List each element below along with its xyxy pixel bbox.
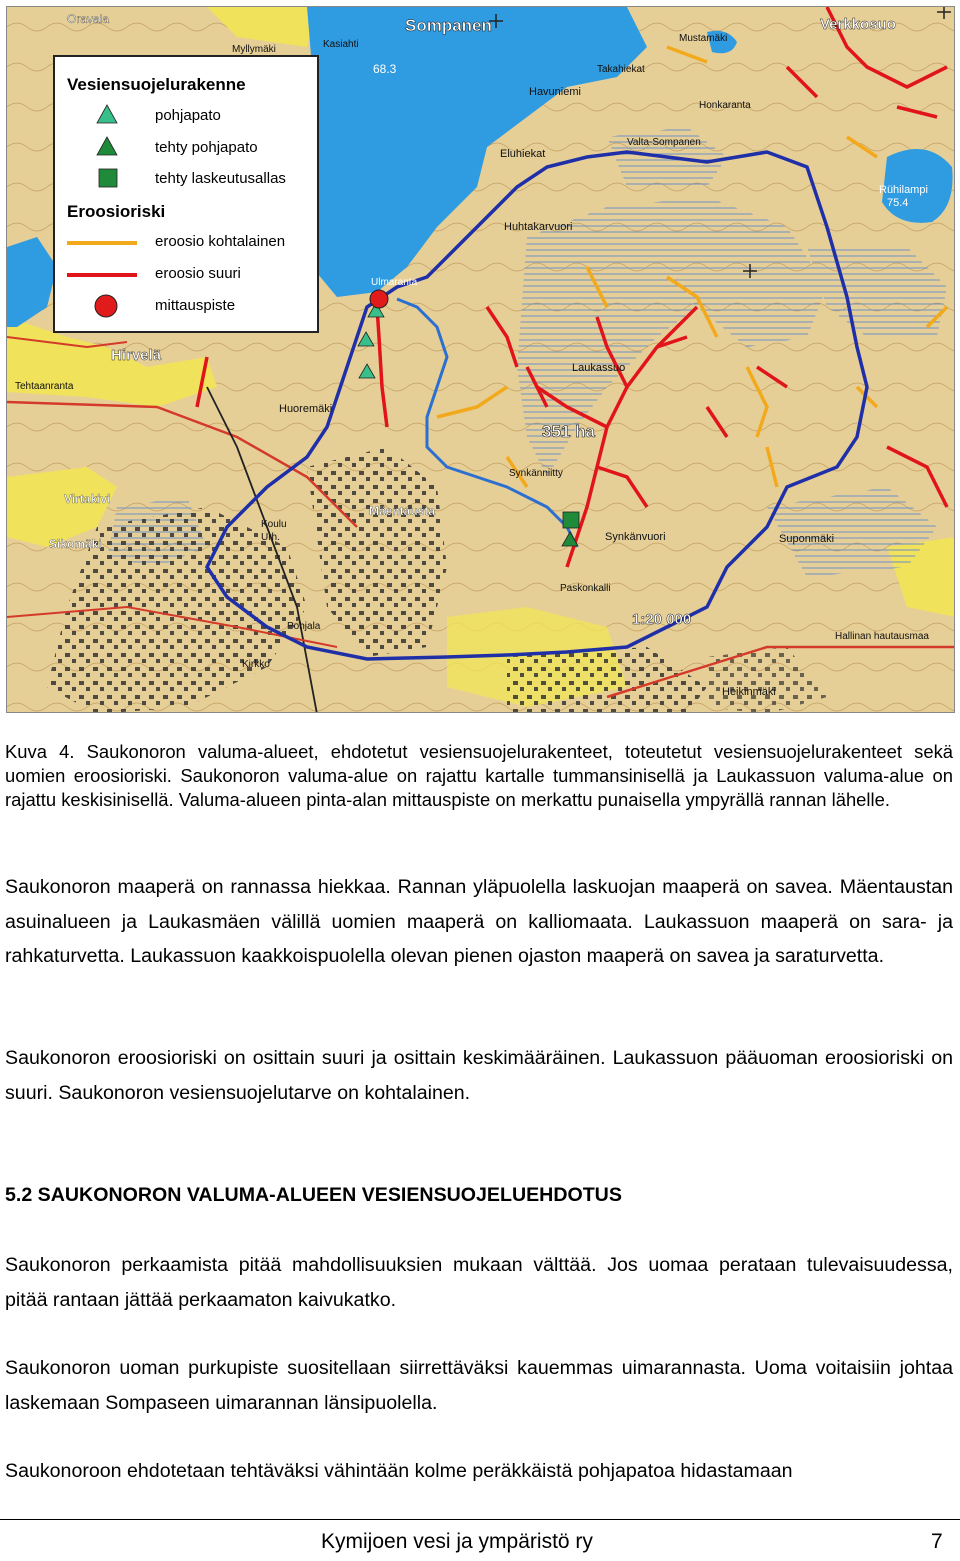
label-huhtakarvuori: Huhtakarvuori — [504, 221, 573, 233]
paragraph-erosion — [5, 1041, 953, 1110]
paragraph-dredging-text: Saukonoron perkaamista pitää mahdollisuuksien mukaan välttää. Jos uomaa perataan tulevaisuudessa, pitää rantaan jättää perkaamaton kaivukatko. — [5, 1254, 953, 1311]
footer-organization: Kymijoen vesi ja ympäristö ry — [321, 1530, 593, 1553]
label-elohiekat: Eluhiekat — [500, 148, 546, 160]
footer-divider — [0, 1519, 960, 1520]
erosion-medium-line-icon — [67, 241, 137, 245]
label-ulmaranta: Ulmaranta — [371, 277, 418, 288]
label-suponmaki: Suponmäki — [779, 533, 835, 545]
label-synkanvuori: Synkänvuori — [605, 531, 666, 543]
measurement-point-icon — [370, 290, 388, 308]
label-scale: 1:20 000 — [632, 611, 692, 628]
erosion-high-line-icon — [67, 273, 137, 277]
pohjapato-icon — [95, 103, 119, 125]
paragraph-soil-text: Saukonoron maaperä on rannassa hiekkaa. Rannan yläpuolella laskuojan maaperä on savea. Mäentaustan asuinalueen ja Laukasmäen välillä uomien maaperä on kalliomaata. Laukassuon maaperä on sara- ja rahkaturvetta. Laukassuon kaakkoispuolella olevan pienen ojaston maaperä on savea ja saraturvetta. — [5, 876, 953, 967]
label-havuniemi: Havuniemi — [529, 86, 581, 98]
paragraph-dams-text: Saukonoroon ehdotetaan tehtäväksi vähintään kolme peräkkäistä pohjapatoa hidastamaan — [5, 1460, 793, 1482]
label-area: 351 ha — [542, 422, 595, 441]
label-maentausta: Mäentausta — [369, 504, 436, 518]
label-oravala: Oravala — [67, 12, 110, 26]
label-sompanen: Sompanen — [405, 16, 492, 35]
label-laukassuo: Laukassuo — [572, 362, 626, 374]
section-heading: 5.2 SAUKONORON VALUMA-ALUEEN VESIENSUOJELUEHDOTUS — [5, 1184, 622, 1206]
label-huoremaki: Huoremäki — [279, 403, 333, 415]
legend-eroosio-kohtalainen: eroosio kohtalainen — [155, 233, 286, 250]
paragraph-erosion-text: Saukonoron eroosioriski on osittain suuri ja osittain keskimääräinen. Laukassuon pääuoman eroosioriski on suuri. Saukonoron vesiensuojelutarve on kohtalainen. — [5, 1047, 953, 1104]
label-kirkko: Kirkko — [242, 659, 270, 670]
label-kasiahti: Kasiahti — [323, 39, 359, 50]
label-virtakivi: Virtakivi — [64, 492, 111, 506]
mittauspiste-icon — [93, 293, 119, 319]
label-pohjala: Pohjala — [287, 621, 321, 632]
figure-caption — [5, 740, 953, 813]
label-urh: Urh. — [261, 532, 280, 543]
label-koulu: Koulu — [261, 519, 287, 530]
label-paskonkalli: Paskonkalli — [560, 583, 611, 594]
label-heikinmaki: Heikinmäki — [722, 686, 776, 698]
label-ruhilampi: Rühilampi — [879, 184, 928, 196]
catchment-map — [6, 6, 955, 713]
label-honkaranta: Honkaranta — [699, 100, 751, 111]
legend-title-erosion: Eroosioriski — [67, 202, 166, 221]
label-ruhilampi-elev: 75.4 — [887, 197, 909, 209]
page-number: 7 — [931, 1530, 943, 1553]
label-mustamaki: Mustamäki — [679, 33, 728, 44]
caption-text: Kuva 4. Saukonoron valuma-alueet, ehdotetut vesiensuojelurakenteet, toteutetut vesiensuojelurakenteet sekä uomien eroosioriski. Saukonoron valuma-alue on rajattu kartalle tummansinisellä ja Laukassuon valuma-alue on rajattu keskisinisellä. Valuma-alueen pinta-alan mittauspiste on merkattu punaisella ympyrällä rannan lähelle. — [5, 741, 953, 811]
legend-eroosio-suuri: eroosio suuri — [155, 265, 241, 282]
label-verkkosuo: Verkkosuo — [820, 16, 896, 33]
map-legend — [53, 55, 319, 333]
label-hirvela: Hirvelä — [111, 347, 162, 364]
legend-pohjapato: pohjapato — [155, 107, 221, 124]
label-elev-683: 68.3 — [373, 62, 397, 76]
legend-tehty-pohjapato: tehty pohjapato — [155, 139, 258, 156]
paragraph-outlet — [5, 1351, 953, 1420]
tehty-pohjapato-icon — [95, 135, 119, 157]
label-tehtaanranta: Tehtaanranta — [15, 381, 74, 392]
legend-laskeutusallas: tehty laskeutusallas — [155, 170, 286, 187]
paragraph-dams — [5, 1454, 953, 1489]
label-synkanniitty: Synkänniitty — [509, 468, 563, 479]
label-myllymaki: Myllymäki — [232, 44, 276, 55]
label-hautausmaa: Hallinan hautausmaa — [835, 631, 929, 642]
paragraph-outlet-text: Saukonoron uoman purkupiste suositellaan siirrettäväksi kauemmas uimarannasta. Uoma voitaisiin johtaa laskemaan Sompaseen uimarannan länsipuolella. — [5, 1357, 953, 1414]
legend-mittauspiste: mittauspiste — [155, 297, 236, 314]
settling-basin-icon — [563, 512, 579, 528]
legend-title-structures: Vesiensuojelurakenne — [67, 75, 246, 94]
label-takahiekat: Takahiekat — [597, 64, 645, 75]
label-vaila-sompanen: Valta-Sompanen — [627, 137, 701, 148]
laskeutusallas-icon — [97, 167, 119, 189]
label-sikomaki: Sikomäki — [49, 537, 102, 551]
paragraph-soil — [5, 870, 953, 974]
paragraph-dredging — [5, 1248, 953, 1317]
